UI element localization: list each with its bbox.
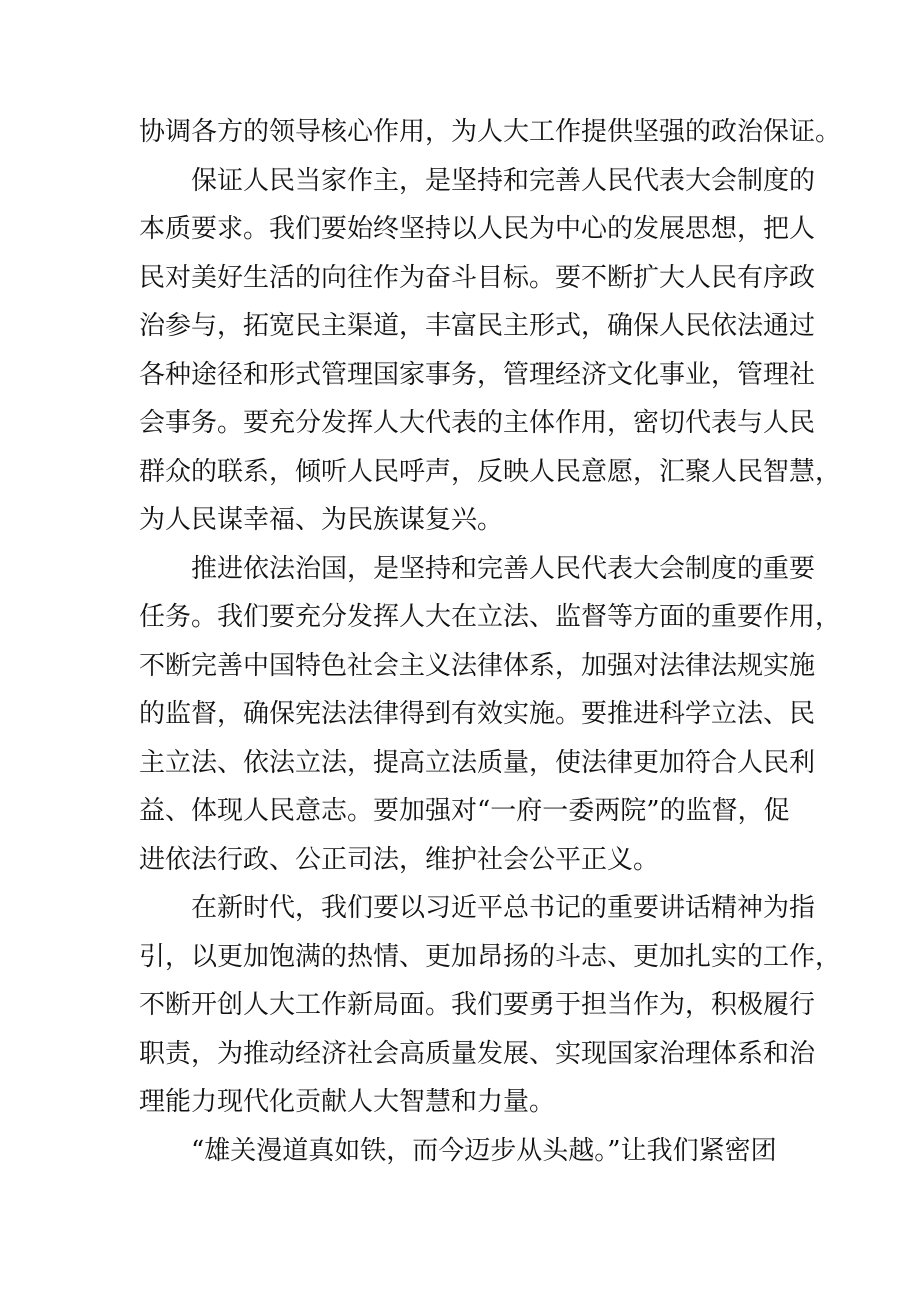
text-line: 不断开创人大工作新局面。我们要勇于担当作为，积极履行 [139,990,816,1020]
text-line: 主立法、依法立法，提高立法质量，使法律更加符合人民利 [139,747,816,778]
body-text [139,108,842,1175]
text-line: 保证人民当家作主，是坚持和完善人民代表大会制度的 [191,165,816,196]
text-line: 的监督，确保宪法法律得到有效实施。要推进科学立法、民 [139,699,816,729]
text-line: 进依法行政、公正司法，维护社会公平正义。 [139,844,660,875]
text-line: 民对美好生活的向往作为奋斗目标。要不断扩大人民有序政 [139,262,816,293]
text-line: “雄关漫道真如铁，而今迈步从头越。”让我们紧密团 [191,1135,777,1166]
text-line: 各种途径和形式管理国家事务，管理经济文化事业，管理社 [139,359,816,390]
text-line: 不断完善中国特色社会主义法律体系，加强对法律法规实施 [139,650,816,681]
text-line: 协调各方的领导核心作用，为人大工作提供坚强的政治保证。 [139,117,842,147]
text-line: 在新时代，我们要以习近平总书记的重要讲话精神为指 [191,893,816,923]
text-line: 推进依法治国，是坚持和完善人民代表大会制度的重要 [191,553,816,584]
text-line: 职责，为推动经济社会高质量发展、实现国家治理体系和治 [139,1038,816,1069]
text-line: 群众的联系，倾听人民呼声，反映人民意愿，汇聚人民智慧， [139,456,842,487]
text-line: 本质要求。我们要始终坚持以人民为中心的发展思想，把人 [139,214,816,244]
text-line: 任务。我们要充分发挥人大在立法、监督等方面的重要作用， [139,602,842,632]
text-line: 治参与，拓宽民主渠道，丰富民主形式，确保人民依法通过 [139,311,816,341]
text-line: 会事务。要充分发挥人大代表的主体作用，密切代表与人民 [139,408,816,438]
text-line: 理能力现代化贡献人大智慧和力量。 [139,1087,556,1117]
text-line: 引，以更加饱满的热情、更加昂扬的斗志、更加扎实的工作， [139,941,842,972]
text-line: 为人民谋幸福、为民族谋复兴。 [139,505,504,535]
text-line: 益、体现人民意志。要加强对“一府一委两院”的监督，促 [139,796,790,826]
